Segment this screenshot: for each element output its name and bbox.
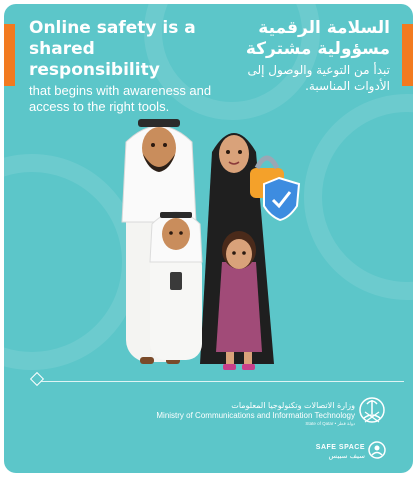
qatar-emblem-icon [358, 394, 386, 426]
arabic-subtitle: تبدأ من التوعية والوصول إلى الأدوات المناسبة. [247, 63, 390, 93]
left-accent-bar [4, 24, 15, 86]
background-swirl [304, 94, 413, 300]
ministry-name-english: Ministry of Communications and Information Technology [156, 411, 355, 420]
english-title: Online safety is a shared responsibility [29, 18, 196, 80]
diamond-marker-icon [30, 372, 44, 386]
arabic-title: السلامة الرقمية مسؤولية مشتركة [245, 18, 390, 59]
ministry-logo-text [156, 401, 355, 427]
safe-space-arabic: سيف سبيس [328, 452, 365, 460]
boy-figure [150, 212, 202, 360]
family-illustration [104, 102, 314, 374]
footer-divider [34, 381, 404, 382]
campaign-card [4, 4, 413, 473]
safe-space-english: SAFE SPACE [315, 444, 365, 451]
ministry-name-arabic: وزارة الاتصالات وتكنولوجيا المعلومات [231, 401, 355, 410]
state-of-qatar-label: State of Qatar • دولة قطر [305, 421, 355, 426]
girl-figure [216, 231, 262, 370]
safe-space-icon [368, 441, 386, 459]
right-accent-bar [402, 24, 413, 86]
arabic-heading-block [220, 18, 390, 94]
english-heading-block [29, 18, 229, 115]
english-subtitle: that begins with awareness and access to the right tools. [29, 83, 212, 114]
safe-space-logo-text [316, 443, 365, 461]
